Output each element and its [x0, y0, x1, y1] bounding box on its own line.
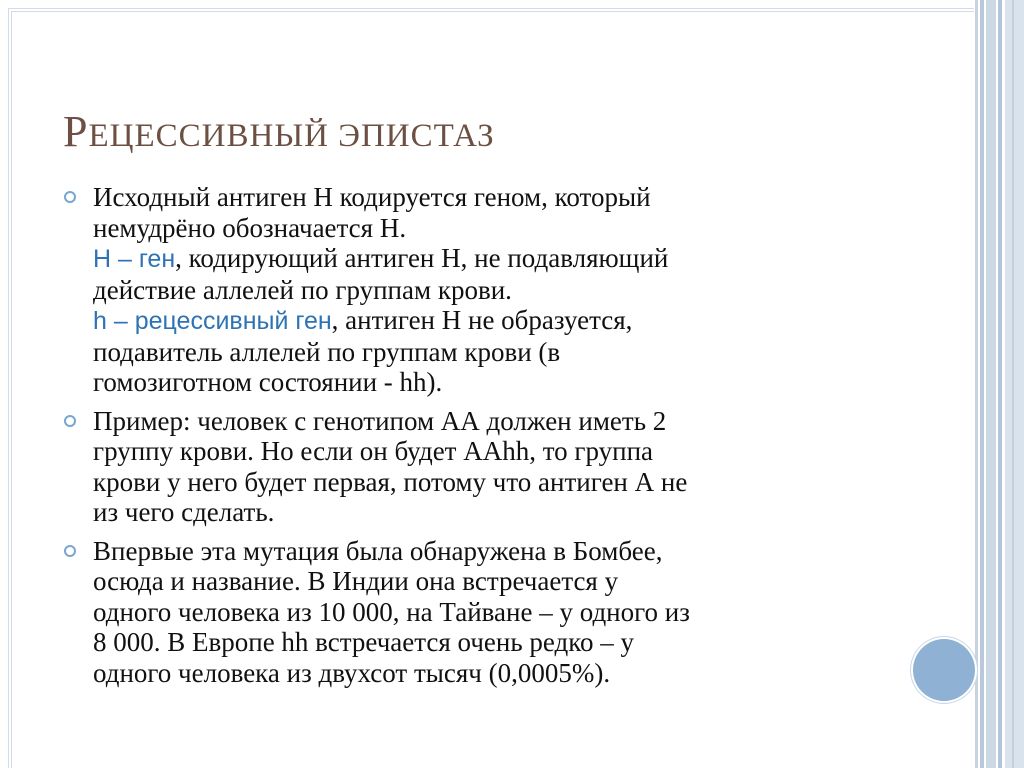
slide-title-initial: Р [63, 107, 89, 156]
bullet-line: 8 000. В Европе hh встречается очень редко – у [93, 627, 635, 657]
bullet-line: Пример: человек с генотипом АА должен иметь 2 [93, 405, 667, 436]
gene-term-recessive: h – рецессивный ген [93, 307, 332, 335]
bullet-subline [93, 243, 892, 275]
decor-stripe [1005, 0, 1024, 768]
bullet-item [62, 182, 892, 398]
decor-stripe [1012, 0, 1014, 768]
bullet-subline: гомозиготном состоянии - hh). [93, 367, 443, 397]
bullet-line: немудрёно обозначается Н. [93, 212, 407, 243]
decor-stripe [980, 0, 984, 768]
bullet-line: группу крови. Но если он будет ААhh, то группа [93, 436, 654, 466]
bullet-subline [93, 305, 892, 337]
bullet-line: одного человека из 10 000, на Тайване – у одного из [93, 596, 690, 627]
decor-stripe [986, 0, 996, 768]
bullet-item [62, 536, 892, 689]
bullet-subline: подавитель аллелей по группам крови (в [93, 336, 561, 367]
subline-text: , антиген Н не образуется, [331, 305, 633, 335]
slide-body [62, 182, 892, 696]
bullet-circle-icon [64, 191, 76, 203]
bullet-line: Исходный антиген Н кодируется геном, который [93, 182, 651, 212]
bullet-line: осюда и название. В Индии она встречается у [93, 566, 619, 596]
bullet-line: одного человека из двухсот тысяч (0,0005%). [93, 657, 611, 688]
bullet-subline: действие аллелей по группам крови. [93, 274, 512, 305]
bullet-circle-icon [64, 415, 76, 427]
decor-stripe [975, 0, 978, 768]
decor-circle [913, 639, 975, 701]
subline-text: , кодирующий антиген Н, не подавляющий [175, 243, 669, 273]
bullet-line: крови у него будет первая, потому что антиген А не [93, 466, 688, 497]
slide-title-rest: ЕЦЕССИВНЫЙ ЭПИСТАЗ [88, 118, 495, 154]
bullet-item [62, 406, 892, 528]
bullet-line: из чего сделать. [93, 497, 275, 527]
decor-stripe [998, 0, 1002, 768]
bullet-circle-icon [64, 545, 76, 557]
slide-title [63, 106, 495, 157]
gene-term-dominant: Н – ген [93, 245, 176, 273]
bullet-line: Впервые эта мутация была обнаружена в Бомбее, [93, 535, 663, 566]
